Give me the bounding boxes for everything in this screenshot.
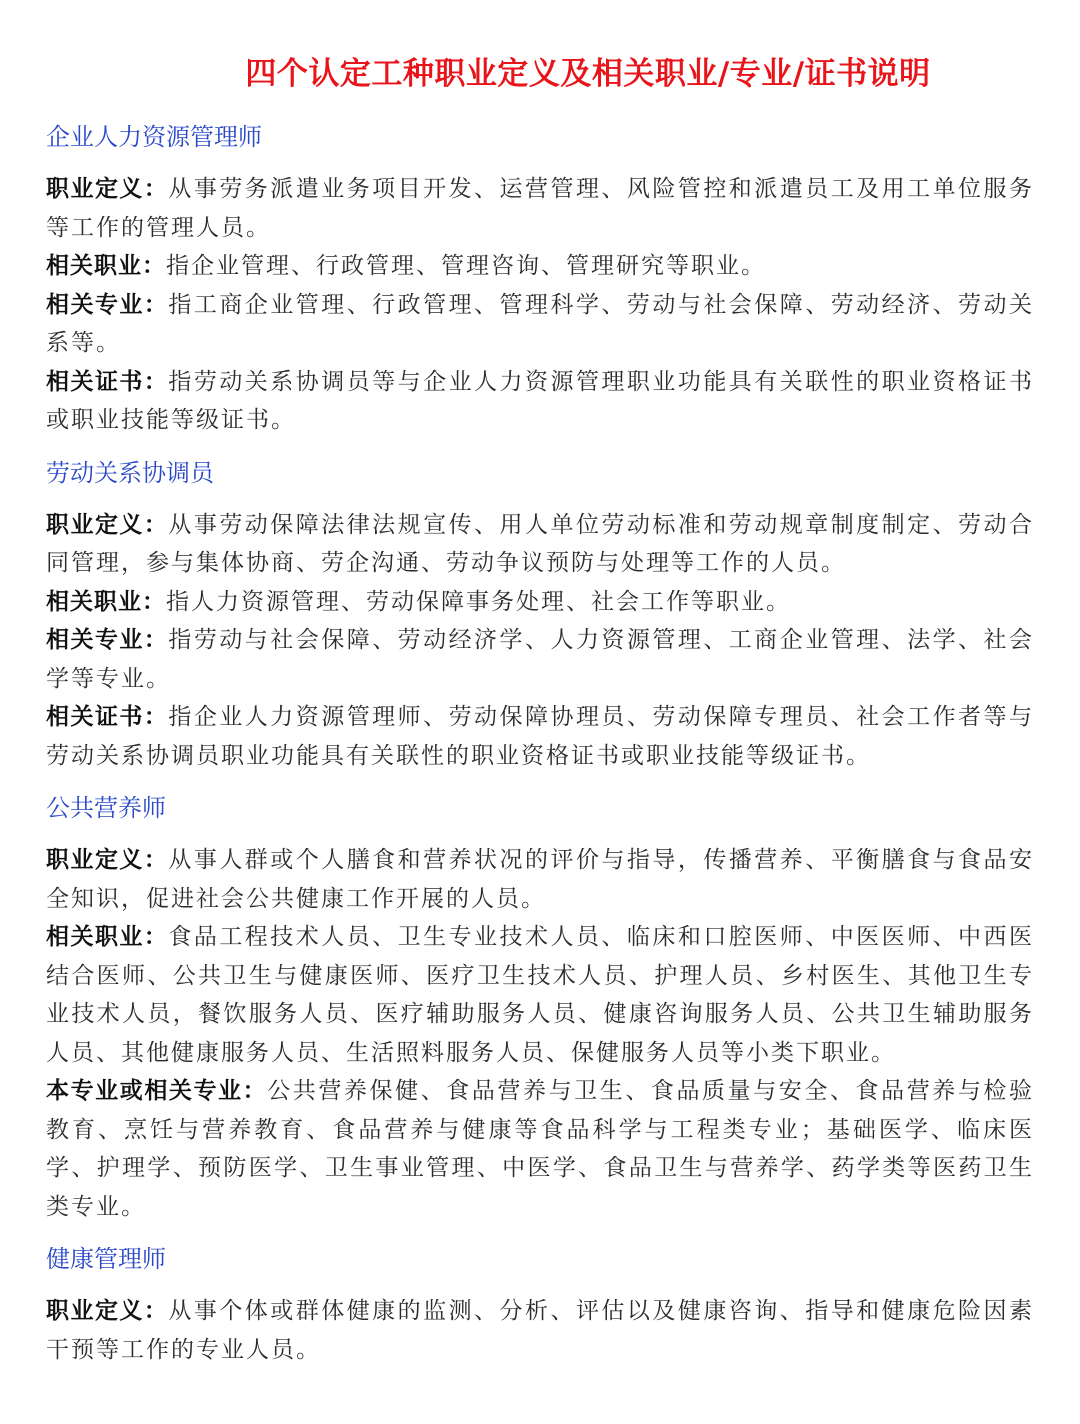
entry-related-occupations — [46, 918, 1034, 1072]
entry-label: 相关专业： — [46, 291, 169, 318]
document-title: 四个认定工种职业定义及相关职业/专业/证书说明 — [245, 56, 931, 92]
entry-related-occupations — [46, 583, 1034, 622]
entry-label: 职业定义： — [46, 847, 169, 873]
entry-definition — [46, 170, 1034, 247]
entry-definition — [46, 506, 1034, 583]
entry-text: 从事劳务派遣业务项目开发、运营管理、风险管控和派遣员工及用工单位服务等工作的管理人员。 — [46, 176, 1035, 241]
section-heading: 公共营养师 — [46, 794, 166, 822]
entry-definition — [46, 841, 1034, 918]
entry-text: 食品工程技术人员、卫生专业技术人员、临床和口腔医师、中医医师、中西医结合医师、公共卫生与健康医师、医疗卫生技术人员、护理人员、乡村医生、其他卫生专业技术人员，餐饮服务人员、医疗辅助服务人员、健康咨询服务人员、公共卫生辅助服务人员、其他健康服务人员、生活照料服务人员、保健服务人员等小类下职业。 — [46, 924, 1035, 1066]
entry-definition — [46, 1292, 1034, 1369]
entry-text: 指劳动与社会保障、劳动经济学、人力资源管理、工商企业管理、法学、社会学等专业。 — [46, 627, 1035, 692]
entry-text: 从事人群或个人膳食和营养状况的评价与指导，传播营养、平衡膳食与食品安全知识，促进社会公共健康工作开展的人员。 — [46, 847, 1035, 912]
entry-label: 相关职业： — [46, 253, 166, 279]
entry-label: 职业定义： — [46, 176, 169, 202]
entry-text: 从事劳动保障法律法规宣传、用人单位劳动标准和劳动规章制度制定、劳动合同管理，参与集体协商、劳企沟通、劳动争议预防与处理等工作的人员。 — [46, 511, 1035, 576]
entry-related-majors — [46, 621, 1034, 698]
entry-related-certificates — [46, 698, 1034, 775]
entry-text: 公共营养保健、食品营养与卫生、食品质量与安全、食品营养与检验教育、烹饪与营养教育、食品营养与健康等食品科学与工程类专业；基础医学、临床医学、护理学、预防医学、卫生事业管理、中医学、食品卫生与营养学、药学类等医药卫生类专业。 — [46, 1078, 1035, 1220]
entry-text: 指企业人力资源管理师、劳动保障协理员、劳动保障专理员、社会工作者等与劳动关系协调员职业功能具有关联性的职业资格证书或职业技能等级证书。 — [46, 704, 1035, 769]
entry-label: 职业定义： — [46, 1298, 169, 1324]
entry-label: 相关职业： — [46, 924, 169, 950]
entry-label: 本专业或相关专业： — [46, 1078, 268, 1104]
entry-label: 相关职业： — [46, 588, 166, 615]
entry-text: 指工商企业管理、行政管理、管理科学、劳动与社会保障、劳动经济、劳动关系等。 — [46, 291, 1035, 356]
section-labor-relations — [46, 454, 1034, 776]
entry-text: 指企业管理、行政管理、管理咨询、管理研究等职业。 — [166, 253, 766, 279]
entry-text: 指劳动关系协调员等与企业人力资源管理职业功能具有关联性的职业资格证书或职业技能等级证书。 — [46, 368, 1035, 433]
entry-related-certificates — [46, 363, 1034, 440]
entry-label: 相关证书： — [46, 368, 169, 395]
entry-related-majors — [46, 1072, 1034, 1226]
section-hr-manager — [46, 118, 1034, 440]
section-heading: 企业人力资源管理师 — [46, 123, 262, 151]
entry-label: 相关专业： — [46, 627, 169, 653]
entry-label: 相关证书： — [46, 704, 169, 730]
section-health-manager — [46, 1240, 1034, 1369]
entry-text: 指人力资源管理、劳动保障事务处理、社会工作等职业。 — [166, 588, 791, 615]
section-heading: 健康管理师 — [46, 1245, 166, 1273]
section-heading: 劳动关系协调员 — [46, 458, 214, 487]
entry-related-majors — [46, 286, 1034, 363]
entry-text: 从事个体或群体健康的监测、分析、评估以及健康咨询、指导和健康危险因素干预等工作的专业人员。 — [46, 1298, 1035, 1363]
entry-related-occupations — [46, 247, 1034, 286]
section-nutritionist — [46, 789, 1034, 1226]
entry-label: 职业定义： — [46, 511, 169, 538]
